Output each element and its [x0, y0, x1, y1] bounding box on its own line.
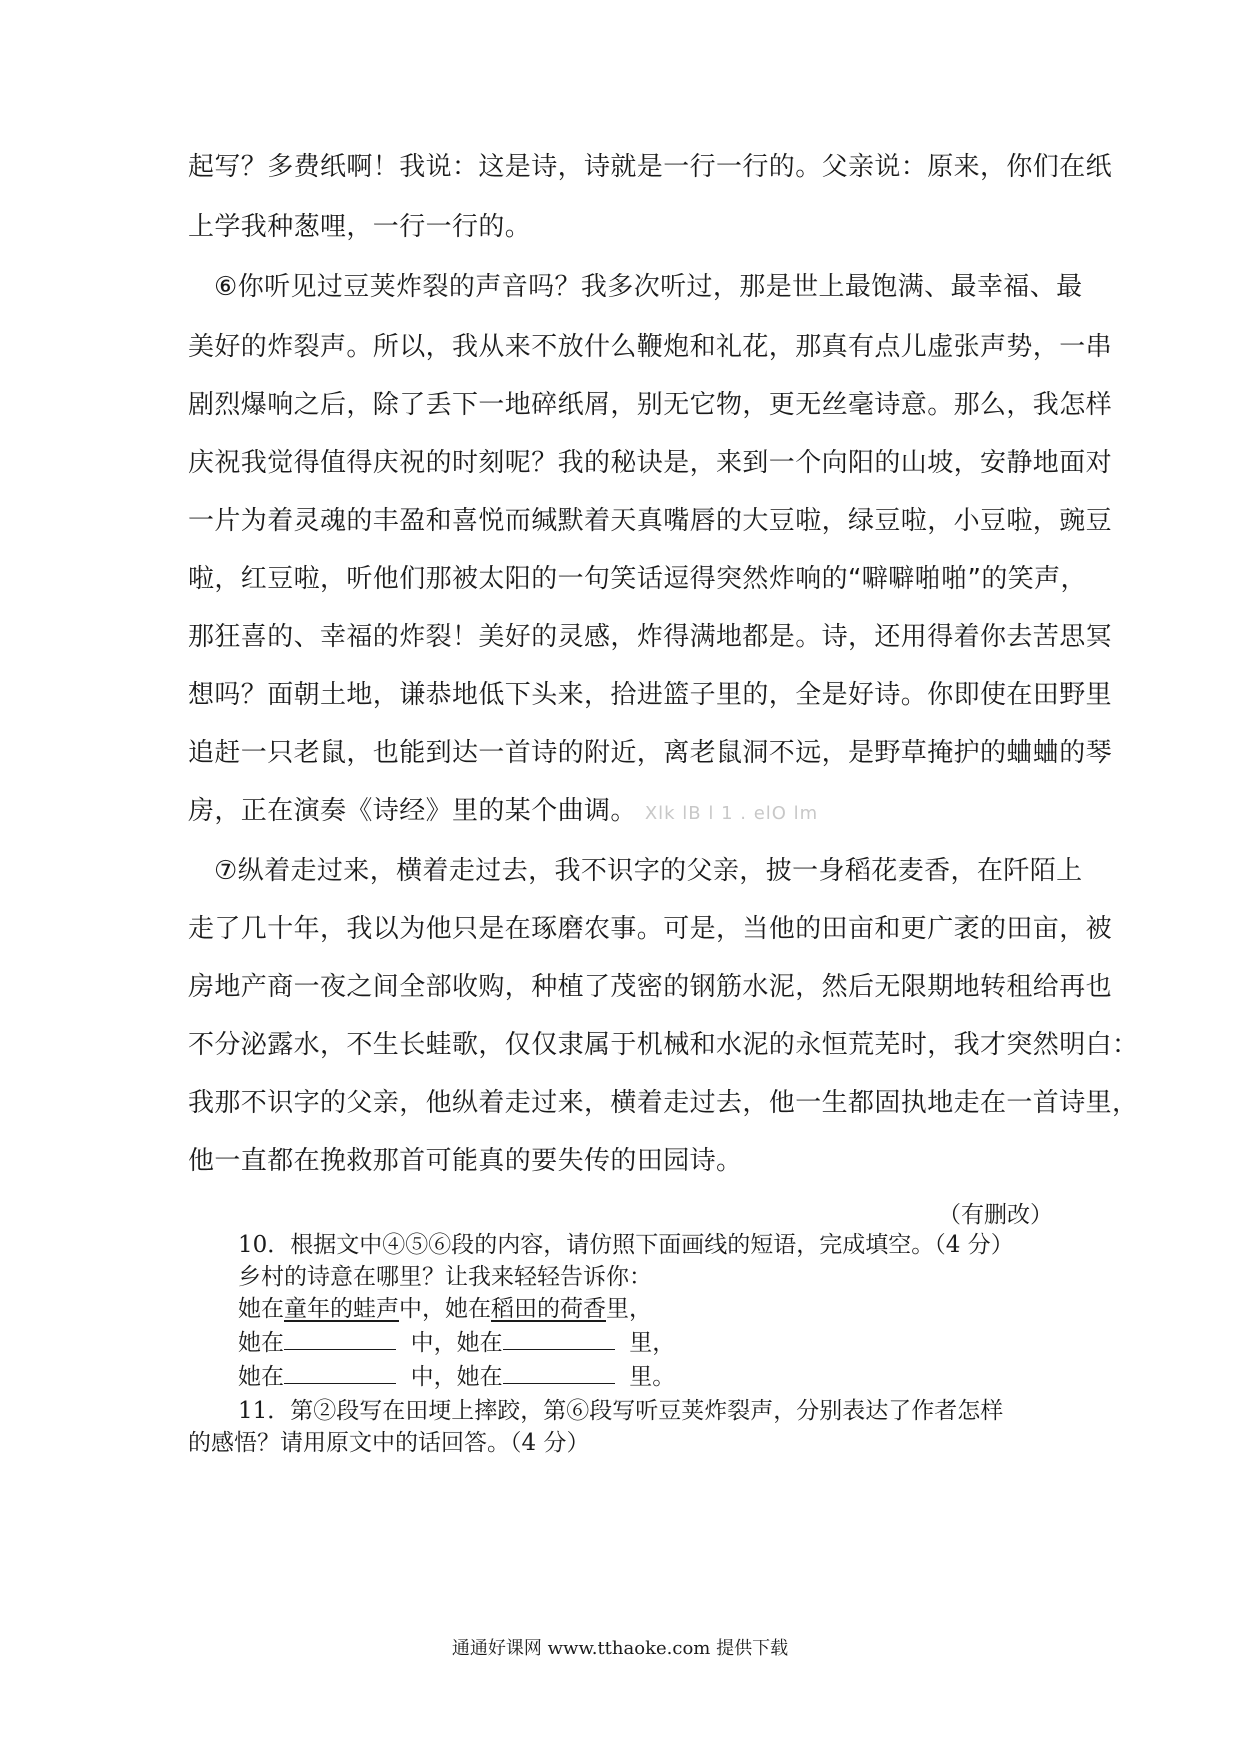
text-line: 想吗？面朝土地，谦恭地低下头来，拾进篮子里的，全是好诗。你即使在田野里	[188, 680, 1113, 710]
fill-line	[238, 1358, 675, 1391]
fill-part: 里，	[629, 1330, 676, 1356]
text-line: 我那不识字的父亲，他纵着走过来，横着走过去，他一生都固执地走在一首诗里，	[188, 1088, 1139, 1118]
text-line: 不分泌露水，不生长蛙歌，仅仅隶属于机械和水泥的永恒荒芜时，我才突然明白：	[188, 1030, 1139, 1060]
question-prompt: 的感悟？请用原文中的话回答。（4 分）	[188, 1430, 590, 1456]
text-run: 房，正在演奏《诗经》里的某个曲调。	[188, 796, 637, 826]
text-line: 上学我种葱哩，一行一行的。	[188, 212, 532, 242]
example-line	[238, 1290, 652, 1323]
fill-blank[interactable]	[284, 1363, 396, 1384]
question-prompt: 11．第②段写在田埂上摔跤，第⑥段写听豆荚炸裂声，分别表达了作者怎样	[238, 1398, 1004, 1424]
text-line: ⑦纵着走过来，横着走过去，我不识字的父亲，披一身稻花麦香，在阡陌上	[214, 856, 1083, 886]
text-line	[188, 790, 818, 827]
example-part: 中，她在	[399, 1296, 491, 1322]
text-line: 庆祝我觉得值得庆祝的时刻呢？我的秘诀是，来到一个向阳的山坡，安静地面对	[188, 448, 1113, 478]
text-line: 剧烈爆响之后，除了丢下一地碎纸屑，别无它物，更无丝毫诗意。那么，我怎样	[188, 390, 1113, 420]
example-underlined: 童年的蛙声	[284, 1296, 399, 1322]
text-line: 啦，红豆啦，听他们那被太阳的一句笑话逗得突然炸响的“噼噼啪啪”的笑声，	[188, 564, 1087, 594]
fill-part: 她在	[238, 1330, 284, 1356]
fill-part: 中，她在	[410, 1330, 503, 1356]
example-part: 她在	[238, 1296, 284, 1322]
example-part: 里，	[606, 1296, 652, 1322]
text-line: 走了几十年，我以为他只是在琢磨农事。可是，当他的田亩和更广袤的田亩，被	[188, 914, 1113, 944]
text-line: 一片为着灵魂的丰盈和喜悦而缄默着天真嘴唇的大豆啦，绿豆啦，小豆啦，豌豆	[188, 506, 1113, 536]
text-line: 那狂喜的、幸福的炸裂！美好的灵感，炸得满地都是。诗，还用得着你去苦思冥	[188, 622, 1113, 652]
text-line: 他一直都在挽救那首可能真的要失传的田园诗。	[188, 1146, 743, 1176]
source-note-text: （有删改）	[938, 1202, 1053, 1228]
fill-line	[238, 1324, 675, 1357]
text-line: 追赶一只老鼠，也能到达一首诗的附近，离老鼠洞不远，是野草掩护的蛐蛐的琴	[188, 738, 1113, 768]
fill-part: 中，她在	[410, 1364, 503, 1390]
question-prompt: 10．根据文中④⑤⑥段的内容，请仿照下面画线的短语，完成填空。（4 分）	[238, 1232, 1014, 1258]
page-footer: 通通好课网 www.tthaoke.com 提供下载	[451, 1638, 789, 1659]
fill-blank[interactable]	[284, 1329, 396, 1350]
fill-part: 里。	[629, 1364, 676, 1390]
fill-part: 她在	[238, 1364, 284, 1390]
fill-blank[interactable]	[503, 1329, 615, 1350]
text-line: 美好的炸裂声。所以，我从来不放什么鞭炮和礼花，那真有点儿虚张声势，一串	[188, 332, 1113, 362]
text-line: ⑥你听见过豆荚炸裂的声音吗？我多次听过，那是世上最饱满、最幸福、最	[214, 272, 1083, 302]
text-line: 房地产商一夜之间全部收购，种植了茂密的钢筋水泥，然后无限期地转租给再也	[188, 972, 1113, 1002]
watermark-text: Xlk lB l 1 . elO lm	[644, 803, 819, 824]
text-line: 起写？多费纸啊！我说：这是诗，诗就是一行一行的。父亲说：原来，你们在纸	[188, 152, 1113, 182]
question-lead: 乡村的诗意在哪里？让我来轻轻告诉你：	[238, 1264, 652, 1290]
example-underlined: 稻田的荷香	[491, 1296, 606, 1322]
fill-blank[interactable]	[503, 1363, 615, 1384]
